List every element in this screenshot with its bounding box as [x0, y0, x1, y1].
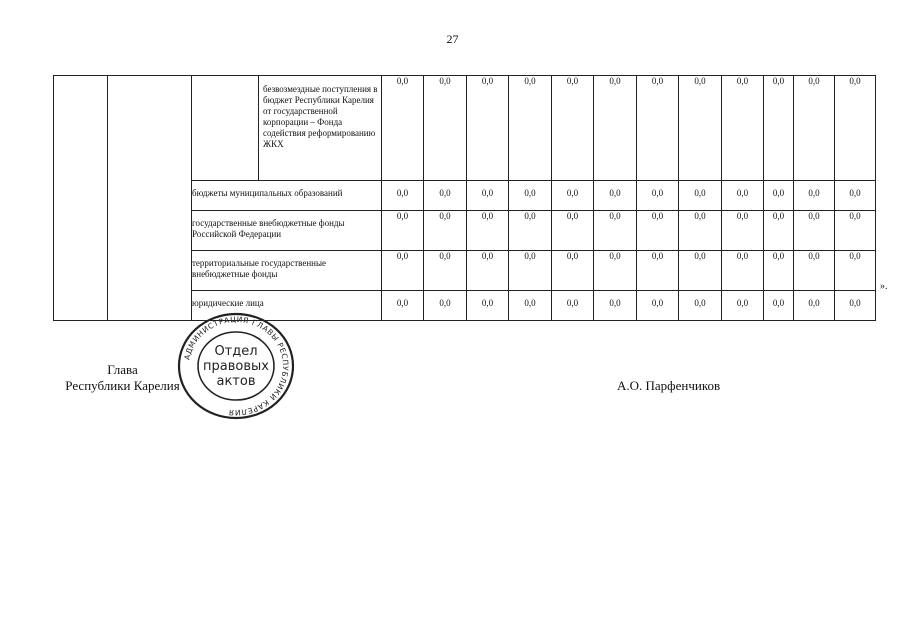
value-cell: 0,0: [637, 181, 679, 211]
value-cell: 0,0: [552, 181, 594, 211]
row-label: бюджеты муниципальных образований: [192, 181, 382, 211]
signatory-title: [60, 362, 185, 394]
row-label: территориальные государственные внебюджетные фонды: [192, 251, 382, 291]
value-cell: 0,0: [637, 76, 679, 181]
value-cell: 0,0: [382, 181, 424, 211]
value-cell: 0,0: [382, 291, 424, 321]
stamp-center-line2: правовых: [203, 359, 269, 374]
value-cell: 0,0: [467, 181, 509, 211]
value-cell: 0,0: [509, 76, 552, 181]
stamp-center-line1: Отдел: [214, 344, 258, 359]
closing-quote-mark: ».: [880, 281, 888, 292]
value-cell: 0,0: [794, 291, 835, 321]
value-cell: 0,0: [764, 291, 794, 321]
value-cell: 0,0: [679, 251, 722, 291]
value-cell: 0,0: [509, 211, 552, 251]
value-cell: 0,0: [722, 76, 764, 181]
value-cell: 0,0: [552, 76, 594, 181]
value-cell: 0,0: [594, 211, 637, 251]
value-cell: 0,0: [835, 76, 876, 181]
signatory-title-line2: Республики Карелия: [65, 378, 180, 393]
merged-cell-1: [54, 76, 108, 321]
value-cell: 0,0: [509, 291, 552, 321]
value-cell: 0,0: [794, 211, 835, 251]
value-cell: 0,0: [509, 181, 552, 211]
value-cell: 0,0: [722, 291, 764, 321]
value-cell: 0,0: [835, 211, 876, 251]
row-label: безвозмездные поступления в бюджет Республики Карелия от государственной корпорации – Фонда содействия реформированию ЖКХ: [259, 76, 382, 181]
value-cell: 0,0: [594, 181, 637, 211]
value-cell: 0,0: [722, 251, 764, 291]
stamp-center-line3: актов: [216, 374, 256, 389]
value-cell: 0,0: [637, 211, 679, 251]
value-cell: 0,0: [794, 181, 835, 211]
value-cell: 0,0: [764, 251, 794, 291]
value-cell: 0,0: [467, 211, 509, 251]
row-label: государственные внебюджетные фонды Российской Федерации: [192, 211, 382, 251]
signatory-title-line1: Глава: [107, 362, 138, 377]
value-cell: 0,0: [637, 291, 679, 321]
stamp-ring-text: АДМИНИСТРАЦИЯ ГЛАВЫ РЕСПУБЛИКИ КАРЕЛИЯ: [182, 314, 291, 418]
value-cell: 0,0: [594, 251, 637, 291]
value-cell: 0,0: [382, 211, 424, 251]
budget-table: [53, 75, 876, 321]
value-cell: 0,0: [835, 181, 876, 211]
value-cell: 0,0: [835, 291, 876, 321]
value-cell: 0,0: [594, 76, 637, 181]
value-cell: 0,0: [764, 181, 794, 211]
value-cell: 0,0: [424, 251, 467, 291]
value-cell: 0,0: [552, 211, 594, 251]
value-cell: 0,0: [594, 291, 637, 321]
value-cell: 0,0: [552, 291, 594, 321]
page-number: 27: [446, 32, 459, 46]
empty-cell: [192, 76, 259, 181]
value-cell: 0,0: [679, 181, 722, 211]
value-cell: 0,0: [552, 251, 594, 291]
value-cell: 0,0: [764, 76, 794, 181]
value-cell: 0,0: [382, 251, 424, 291]
value-cell: 0,0: [794, 251, 835, 291]
value-cell: 0,0: [467, 76, 509, 181]
signatory-name: А.О. Парфенчиков: [617, 378, 721, 393]
table-row: [54, 76, 876, 181]
value-cell: 0,0: [467, 251, 509, 291]
value-cell: 0,0: [722, 181, 764, 211]
value-cell: 0,0: [467, 291, 509, 321]
value-cell: 0,0: [382, 76, 424, 181]
value-cell: 0,0: [637, 251, 679, 291]
value-cell: 0,0: [679, 76, 722, 181]
value-cell: 0,0: [424, 211, 467, 251]
value-cell: 0,0: [764, 211, 794, 251]
official-stamp: [176, 312, 296, 420]
value-cell: 0,0: [509, 251, 552, 291]
value-cell: 0,0: [835, 251, 876, 291]
value-cell: 0,0: [424, 76, 467, 181]
value-cell: 0,0: [722, 211, 764, 251]
value-cell: 0,0: [794, 76, 835, 181]
value-cell: 0,0: [679, 291, 722, 321]
row-label: юридические лица: [192, 291, 382, 321]
value-cell: 0,0: [424, 291, 467, 321]
value-cell: 0,0: [424, 181, 467, 211]
merged-cell-2: [108, 76, 192, 321]
value-cell: 0,0: [679, 211, 722, 251]
